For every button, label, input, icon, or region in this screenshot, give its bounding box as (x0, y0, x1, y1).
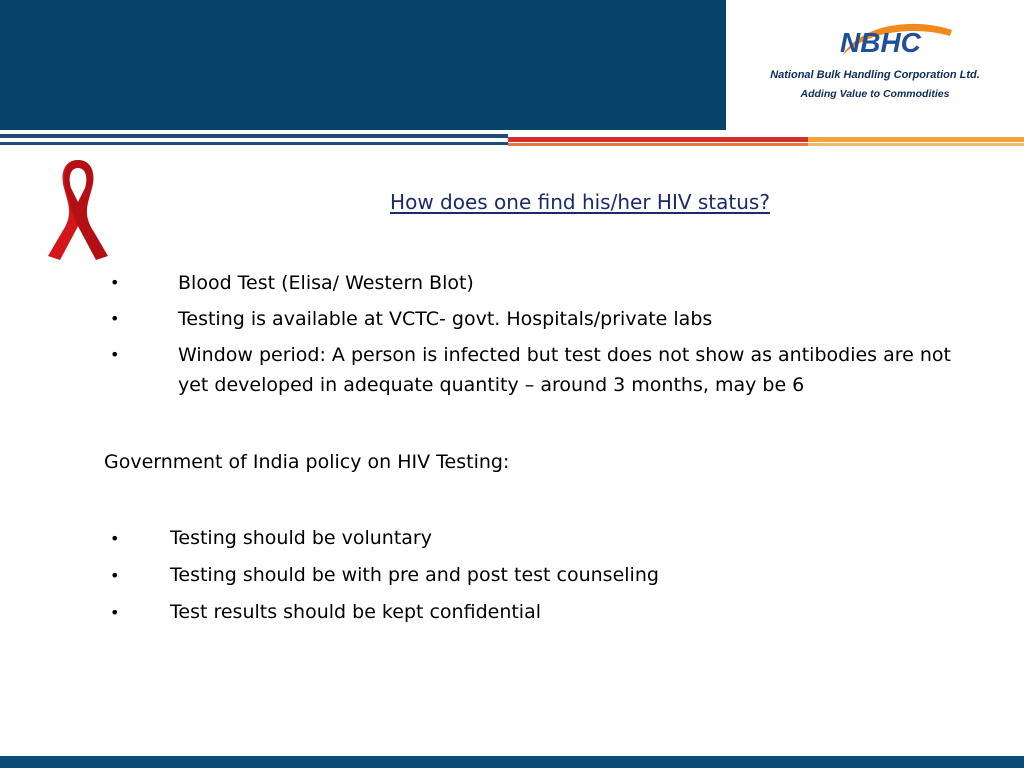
company-tagline: Adding Value to Commodities (800, 88, 950, 100)
divider-stripe (508, 143, 808, 146)
list-item-text: Test results should be kept confidential (170, 601, 542, 623)
list-item-text: Testing is available at VCTC- govt. Hospitals/private labs (178, 308, 713, 330)
slide-title: How does one find his/her HIV status? (390, 190, 770, 214)
list-item (110, 304, 978, 334)
list-item (110, 520, 970, 557)
divider-stripe (0, 142, 508, 145)
hiv-status-list (110, 268, 978, 400)
bullet: • (110, 529, 120, 548)
bullet: • (110, 273, 120, 292)
divider-stripe (808, 143, 1024, 146)
bullet: • (110, 345, 120, 364)
list-item (110, 557, 970, 594)
list-item-text: Blood Test (Elisa/ Western Blot) (178, 272, 474, 294)
list-item (110, 268, 978, 298)
bullet: • (110, 309, 120, 328)
divider-stripe (808, 137, 1024, 142)
red-ribbon-icon (40, 152, 116, 264)
list-item (110, 594, 970, 631)
list-item-text: Testing should be voluntary (170, 527, 432, 549)
list-item-text: Testing should be with pre and post test counseling (170, 564, 659, 586)
company-name: National Bulk Handling Corporation Ltd. (770, 69, 980, 81)
policy-heading: Government of India policy on HIV Testing: (104, 451, 510, 473)
header-band (0, 0, 726, 130)
list-item-text: Window period: A person is infected but test does not show as antibodies are not yet developed in adequate quantity – around 3 months, may be 6 (178, 344, 951, 396)
policy-list (110, 520, 970, 631)
divider-stripe (508, 137, 808, 142)
list-item (110, 340, 978, 400)
bullet: • (110, 603, 120, 622)
nbhc-logo-icon (822, 22, 962, 72)
footer-band (0, 756, 1024, 768)
bullet: • (110, 566, 120, 585)
logo-mark-text: NBHC (840, 27, 921, 58)
divider-stripe (0, 134, 508, 138)
